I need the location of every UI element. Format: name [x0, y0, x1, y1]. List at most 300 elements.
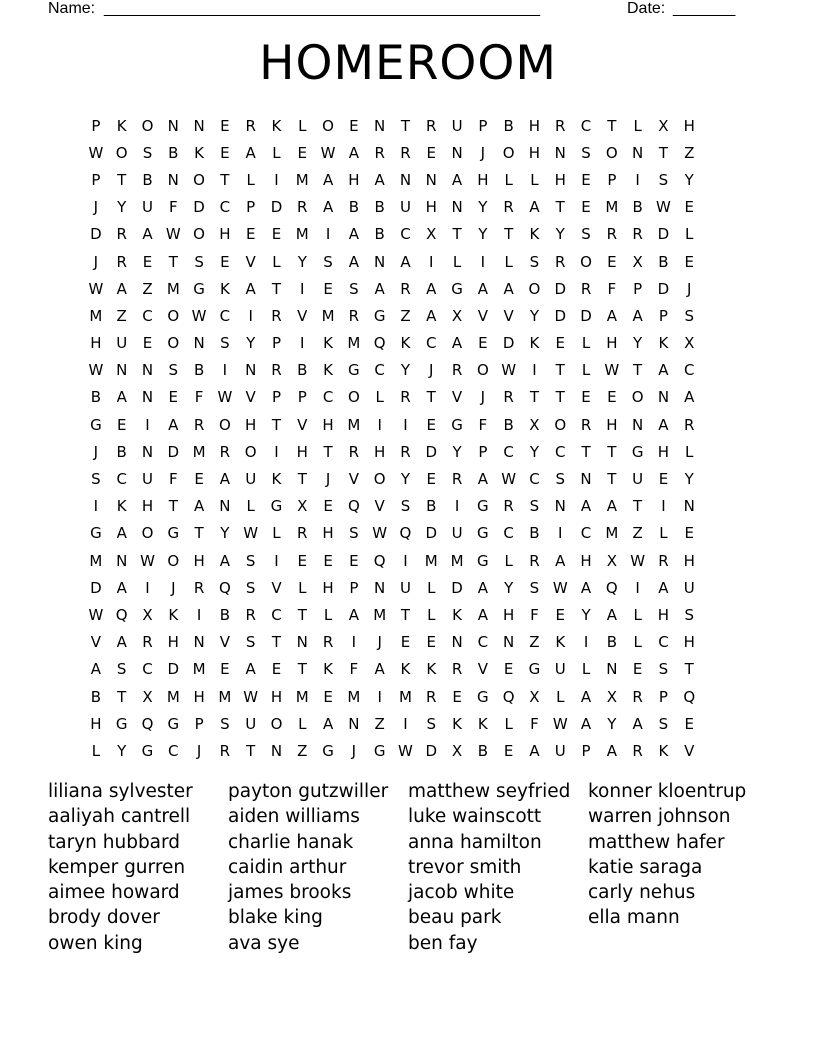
grid-letter: L [530, 170, 539, 189]
grid-letter: R [503, 198, 514, 217]
grid-letter: L [504, 551, 513, 570]
grid-letter: R [632, 741, 643, 760]
date-label: Date: [627, 0, 666, 17]
grid-row [83, 330, 733, 357]
grid-letter: G [631, 442, 644, 461]
grid-letter: A [219, 551, 231, 570]
grid-letter: R [606, 225, 618, 244]
grid-letter: G [90, 524, 102, 543]
grid-row [83, 438, 733, 465]
grid-letter: A [658, 361, 669, 380]
grid-letter: H [322, 578, 334, 597]
grid-letter: E [607, 252, 617, 271]
grid-letter: G [477, 524, 489, 543]
grid-letter: T [194, 524, 204, 543]
grid-letter: X [606, 551, 617, 570]
grid-letter: X [658, 116, 669, 135]
grid-letter: V [451, 388, 463, 407]
grid-letter: T [220, 170, 230, 189]
grid-letter: O [167, 551, 180, 570]
grid-letter: A [580, 714, 592, 733]
grid-letter: A [606, 497, 617, 516]
grid-letter: W [320, 143, 336, 162]
grid-letter: W [656, 198, 671, 217]
grid-letter: T [684, 660, 694, 679]
grid-letter: N [141, 388, 154, 407]
grid-row [83, 683, 733, 710]
grid-letter: R [116, 225, 127, 244]
grid-letter: I [300, 334, 305, 353]
grid-letter: U [451, 116, 463, 135]
grid-letter: E [684, 252, 694, 271]
grid-letter: V [684, 741, 695, 760]
grid-letter: A [245, 143, 256, 162]
grid-letter: K [452, 605, 462, 624]
grid-letter: G [528, 660, 541, 679]
grid-letter: J [480, 143, 486, 162]
grid-letter: P [297, 388, 307, 407]
word-bank-item: ella mann [588, 907, 680, 929]
grid-letter: R [555, 252, 566, 271]
grid-letter: R [193, 415, 205, 434]
grid-letter: Z [374, 714, 385, 733]
grid-letter: A [606, 605, 617, 624]
grid-letter: O [528, 279, 541, 298]
grid-letter: L [581, 660, 591, 679]
grid-letter: N [167, 116, 179, 135]
grid-letter: N [374, 252, 386, 271]
grid-letter: N [167, 170, 179, 189]
grid-letter: R [580, 279, 592, 298]
grid-letter: R [684, 415, 695, 434]
grid-letter: E [271, 225, 282, 244]
grid-letter: S [529, 252, 540, 271]
grid-letter: V [348, 470, 359, 489]
grid-letter: F [607, 279, 617, 298]
grid-letter: T [400, 116, 411, 135]
grid-letter: J [325, 470, 331, 489]
grid-letter: C [477, 633, 489, 652]
grid-letter: A [503, 279, 514, 298]
grid-letter: K [116, 497, 127, 516]
grid-letter: A [116, 524, 127, 543]
grid-letter: S [349, 279, 359, 298]
word-bank-column [228, 779, 408, 956]
grid-letter: L [246, 170, 255, 189]
word-bank-item: matthew seyfried [408, 781, 571, 802]
grid-letter: R [555, 116, 566, 135]
grid-letter: Q [218, 578, 231, 597]
grid-letter: R [658, 551, 669, 570]
grid-letter: Y [117, 741, 127, 760]
grid-letter: E [581, 388, 591, 407]
page-title: HOMEROOM [259, 36, 557, 91]
grid-letter: Y [400, 470, 411, 489]
grid-row [83, 520, 733, 547]
grid-letter: F [168, 198, 178, 217]
grid-row [83, 493, 733, 520]
grid-letter: T [271, 279, 282, 298]
grid-letter: Q [502, 687, 515, 706]
grid-letter: T [400, 605, 411, 624]
grid-letter: S [581, 143, 591, 162]
grid-letter: N [348, 714, 360, 733]
grid-letter: B [348, 198, 360, 217]
grid-letter: S [581, 225, 591, 244]
grid-letter: B [193, 361, 205, 380]
grid-letter: A [658, 578, 669, 597]
grid-letter: W [501, 361, 517, 380]
grid-row [83, 411, 733, 438]
grid-letter: P [271, 388, 281, 407]
grid-letter: L [375, 388, 384, 407]
grid-letter: L [91, 741, 101, 760]
grid-letter: Q [683, 687, 696, 706]
grid-letter: E [349, 551, 359, 570]
grid-letter: H [141, 497, 154, 516]
grid-letter: R [297, 524, 308, 543]
word-search-grid [83, 112, 733, 765]
grid-letter: S [245, 633, 256, 652]
grid-letter: T [271, 633, 282, 652]
grid-letter: D [657, 279, 670, 298]
grid-letter: T [529, 388, 540, 407]
grid-letter: M [295, 687, 309, 706]
grid-letter: R [503, 497, 514, 516]
grid-letter: K [323, 334, 333, 353]
grid-letter: Y [117, 198, 127, 217]
grid-letter: H [322, 415, 334, 434]
grid-letter: M [218, 687, 232, 706]
grid-letter: D [193, 198, 205, 217]
grid-letter: A [529, 198, 540, 217]
grid-letter: I [480, 252, 486, 271]
grid-letter: A [322, 198, 334, 217]
grid-letter: D [270, 198, 283, 217]
grid-letter: R [451, 361, 463, 380]
grid-letter: T [633, 361, 643, 380]
grid-letter: V [245, 388, 256, 407]
grid-letter: T [452, 225, 462, 244]
grid-letter: G [451, 415, 463, 434]
grid-letter: N [554, 143, 566, 162]
grid-letter: J [429, 361, 434, 380]
grid-letter: S [220, 714, 230, 733]
grid-letter: T [297, 470, 307, 489]
grid-letter: L [272, 252, 281, 271]
grid-letter: M [605, 524, 619, 543]
grid-letter: L [556, 687, 565, 706]
grid-letter: E [323, 551, 333, 570]
grid-letter: K [323, 660, 333, 679]
grid-letter: T [633, 497, 643, 516]
word-bank-column [408, 779, 588, 956]
grid-letter: Q [115, 605, 128, 624]
grid-letter: L [427, 578, 436, 597]
grid-letter: X [529, 687, 540, 706]
grid-letter: F [349, 660, 359, 679]
grid-letter: O [193, 225, 205, 244]
grid-letter: B [374, 225, 385, 244]
grid-letter: B [90, 687, 102, 706]
grid-letter: O [580, 252, 592, 271]
grid-letter: E [220, 143, 230, 162]
grid-row [83, 302, 733, 329]
grid-letter: S [142, 143, 153, 162]
grid-letter: L [272, 143, 281, 162]
grid-letter: A [580, 497, 592, 516]
grid-letter: E [168, 388, 179, 407]
grid-letter: M [605, 198, 619, 217]
grid-letter: E [297, 551, 308, 570]
grid-letter: Z [142, 279, 153, 298]
grid-letter: O [167, 334, 180, 353]
grid-letter: D [657, 225, 670, 244]
grid-letter: L [504, 170, 513, 189]
grid-letter: N [245, 361, 257, 380]
grid-letter: Q [347, 497, 360, 516]
grid-letter: M [450, 551, 464, 570]
grid-letter: L [504, 714, 513, 733]
grid-letter: I [300, 279, 305, 298]
grid-letter: Y [297, 252, 307, 271]
grid-letter: M [373, 605, 387, 624]
word-bank-item: aaliyah cantrell [48, 806, 191, 828]
grid-letter: B [503, 116, 514, 135]
grid-letter: S [168, 361, 179, 380]
grid-letter: V [503, 306, 514, 325]
grid-letter: O [605, 143, 618, 162]
grid-letter: B [632, 198, 643, 217]
grid-letter: F [478, 415, 488, 434]
word-bank-item: brody dover [48, 907, 160, 929]
grid-letter: N [657, 388, 670, 407]
grid-letter: C [658, 633, 669, 652]
grid-letter: H [528, 143, 541, 162]
grid-letter: K [271, 470, 282, 489]
grid-letter: W [630, 551, 646, 570]
grid-letter: L [581, 334, 591, 353]
grid-letter: A [90, 660, 102, 679]
grid-letter: K [168, 605, 179, 624]
grid-letter: V [297, 306, 308, 325]
grid-letter: E [220, 116, 230, 135]
grid-letter: H [503, 605, 515, 624]
grid-row [83, 601, 733, 628]
grid-letter: V [477, 660, 488, 679]
grid-letter: T [168, 252, 178, 271]
grid-letter: J [687, 279, 692, 298]
grid-letter: N [451, 198, 463, 217]
grid-letter: P [581, 741, 591, 760]
grid-letter: A [374, 279, 385, 298]
grid-letter: I [274, 551, 279, 570]
grid-letter: N [554, 497, 566, 516]
grid-letter: A [348, 252, 359, 271]
grid-letter: A [142, 225, 153, 244]
grid-letter: N [374, 578, 386, 597]
grid-letter: P [91, 170, 101, 189]
grid-letter: U [245, 470, 257, 489]
grid-letter: E [555, 605, 565, 624]
grid-letter: R [400, 388, 411, 407]
grid-letter: O [141, 116, 154, 135]
grid-letter: R [400, 442, 411, 461]
grid-row [83, 574, 733, 601]
grid-letter: P [658, 306, 668, 325]
grid-letter: M [295, 170, 309, 189]
grid-letter: M [89, 551, 103, 570]
grid-letter: Q [373, 334, 386, 353]
grid-letter: A [555, 551, 566, 570]
grid-letter: O [167, 306, 180, 325]
grid-letter: R [322, 633, 334, 652]
grid-letter: H [683, 551, 695, 570]
grid-letter: E [426, 470, 436, 489]
grid-letter: I [93, 497, 99, 516]
grid-letter: X [606, 687, 617, 706]
grid-letter: H [90, 334, 102, 353]
grid-letter: N [451, 633, 463, 652]
grid-letter: R [348, 306, 360, 325]
word-bank-item: trevor smith [408, 856, 522, 878]
grid-letter: G [141, 741, 154, 760]
grid-letter: W [88, 279, 104, 298]
grid-letter: A [374, 660, 385, 679]
grid-letter: D [425, 741, 438, 760]
grid-letter: A [348, 225, 359, 244]
grid-letter: C [142, 660, 153, 679]
grid-letter: O [141, 524, 154, 543]
grid-letter: L [581, 361, 591, 380]
grid-letter: C [683, 361, 695, 380]
grid-letter: A [580, 687, 592, 706]
grid-letter: F [530, 714, 539, 733]
grid-letter: I [351, 633, 357, 652]
grid-letter: A [477, 578, 488, 597]
grid-letter: I [274, 442, 279, 461]
grid-letter: R [271, 306, 282, 325]
grid-letter: K [658, 334, 669, 353]
grid-letter: L [272, 524, 281, 543]
grid-letter: I [325, 225, 331, 244]
grid-letter: O [373, 470, 386, 489]
grid-letter: P [194, 714, 204, 733]
grid-letter: S [684, 605, 694, 624]
grid-letter: B [426, 497, 437, 516]
grid-letter: F [530, 605, 539, 624]
grid-letter: S [220, 334, 230, 353]
grid-letter: R [632, 225, 643, 244]
grid-letter: I [377, 415, 382, 434]
grid-letter: B [168, 143, 179, 162]
grid-letter: N [606, 660, 618, 679]
header-line [48, 0, 748, 20]
grid-letter: I [583, 633, 589, 652]
word-bank-column [588, 779, 768, 956]
word-bank-item: ava sye [228, 932, 300, 954]
word-bank-item: aiden williams [228, 806, 360, 828]
grid-letter: X [684, 334, 695, 353]
grid-letter: R [400, 279, 411, 298]
grid-letter: C [219, 306, 231, 325]
word-bank-item: ben fay [408, 932, 478, 954]
word-bank-item: james brooks [228, 882, 352, 904]
grid-letter: S [658, 170, 669, 189]
grid-letter: H [425, 198, 437, 217]
grid-letter: Y [478, 225, 488, 244]
grid-letter: A [529, 741, 540, 760]
grid-letter: Y [684, 170, 694, 189]
grid-letter: C [219, 198, 231, 217]
grid-letter: E [503, 741, 514, 760]
grid-letter: O [502, 143, 515, 162]
grid-letter: B [142, 170, 153, 189]
grid-letter: A [580, 578, 592, 597]
grid-row [83, 112, 733, 139]
grid-letter: O [554, 415, 567, 434]
grid-letter: A [477, 470, 488, 489]
grid-letter: A [245, 279, 256, 298]
word-bank-item: kemper gurren [48, 856, 186, 878]
grid-letter: S [426, 714, 437, 733]
grid-letter: W [88, 361, 104, 380]
grid-letter: O [270, 714, 283, 733]
grid-letter: T [246, 741, 256, 760]
grid-letter: J [93, 198, 99, 217]
grid-letter: N [193, 633, 205, 652]
grid-letter: T [581, 442, 591, 461]
grid-letter: L [633, 116, 642, 135]
grid-letter: S [658, 714, 669, 733]
grid-letter: T [555, 198, 565, 217]
grid-letter: A [451, 170, 463, 189]
grid-letter: S [116, 660, 127, 679]
grid-letter: H [657, 605, 670, 624]
grid-letter: Z [297, 741, 308, 760]
grid-letter: R [116, 252, 127, 271]
grid-letter: W [217, 388, 233, 407]
name-blank-line: _________________________________________________ [104, 0, 541, 17]
grid-letter: R [297, 198, 308, 217]
grid-letter: B [297, 361, 308, 380]
grid-letter: D [502, 334, 515, 353]
word-bank-column [48, 779, 228, 956]
grid-letter: H [657, 442, 670, 461]
grid-letter: O [218, 415, 231, 434]
grid-row [83, 547, 733, 574]
grid-letter: X [632, 252, 643, 271]
grid-letter: P [91, 116, 101, 135]
grid-letter: Y [400, 361, 411, 380]
grid-letter: R [426, 116, 437, 135]
grid-letter: E [555, 334, 565, 353]
grid-letter: U [554, 741, 566, 760]
grid-letter: W [552, 578, 568, 597]
grid-letter: Y [633, 334, 643, 353]
grid-letter: R [632, 687, 643, 706]
grid-letter: A [684, 388, 695, 407]
grid-letter: I [635, 578, 640, 597]
grid-letter: B [606, 633, 617, 652]
grid-letter: D [554, 306, 567, 325]
grid-letter: B [116, 442, 127, 461]
grid-letter: G [167, 714, 180, 733]
grid-letter: U [142, 470, 153, 489]
grid-letter: H [167, 633, 179, 652]
grid-letter: P [607, 170, 617, 189]
grid-letter: N [296, 633, 308, 652]
